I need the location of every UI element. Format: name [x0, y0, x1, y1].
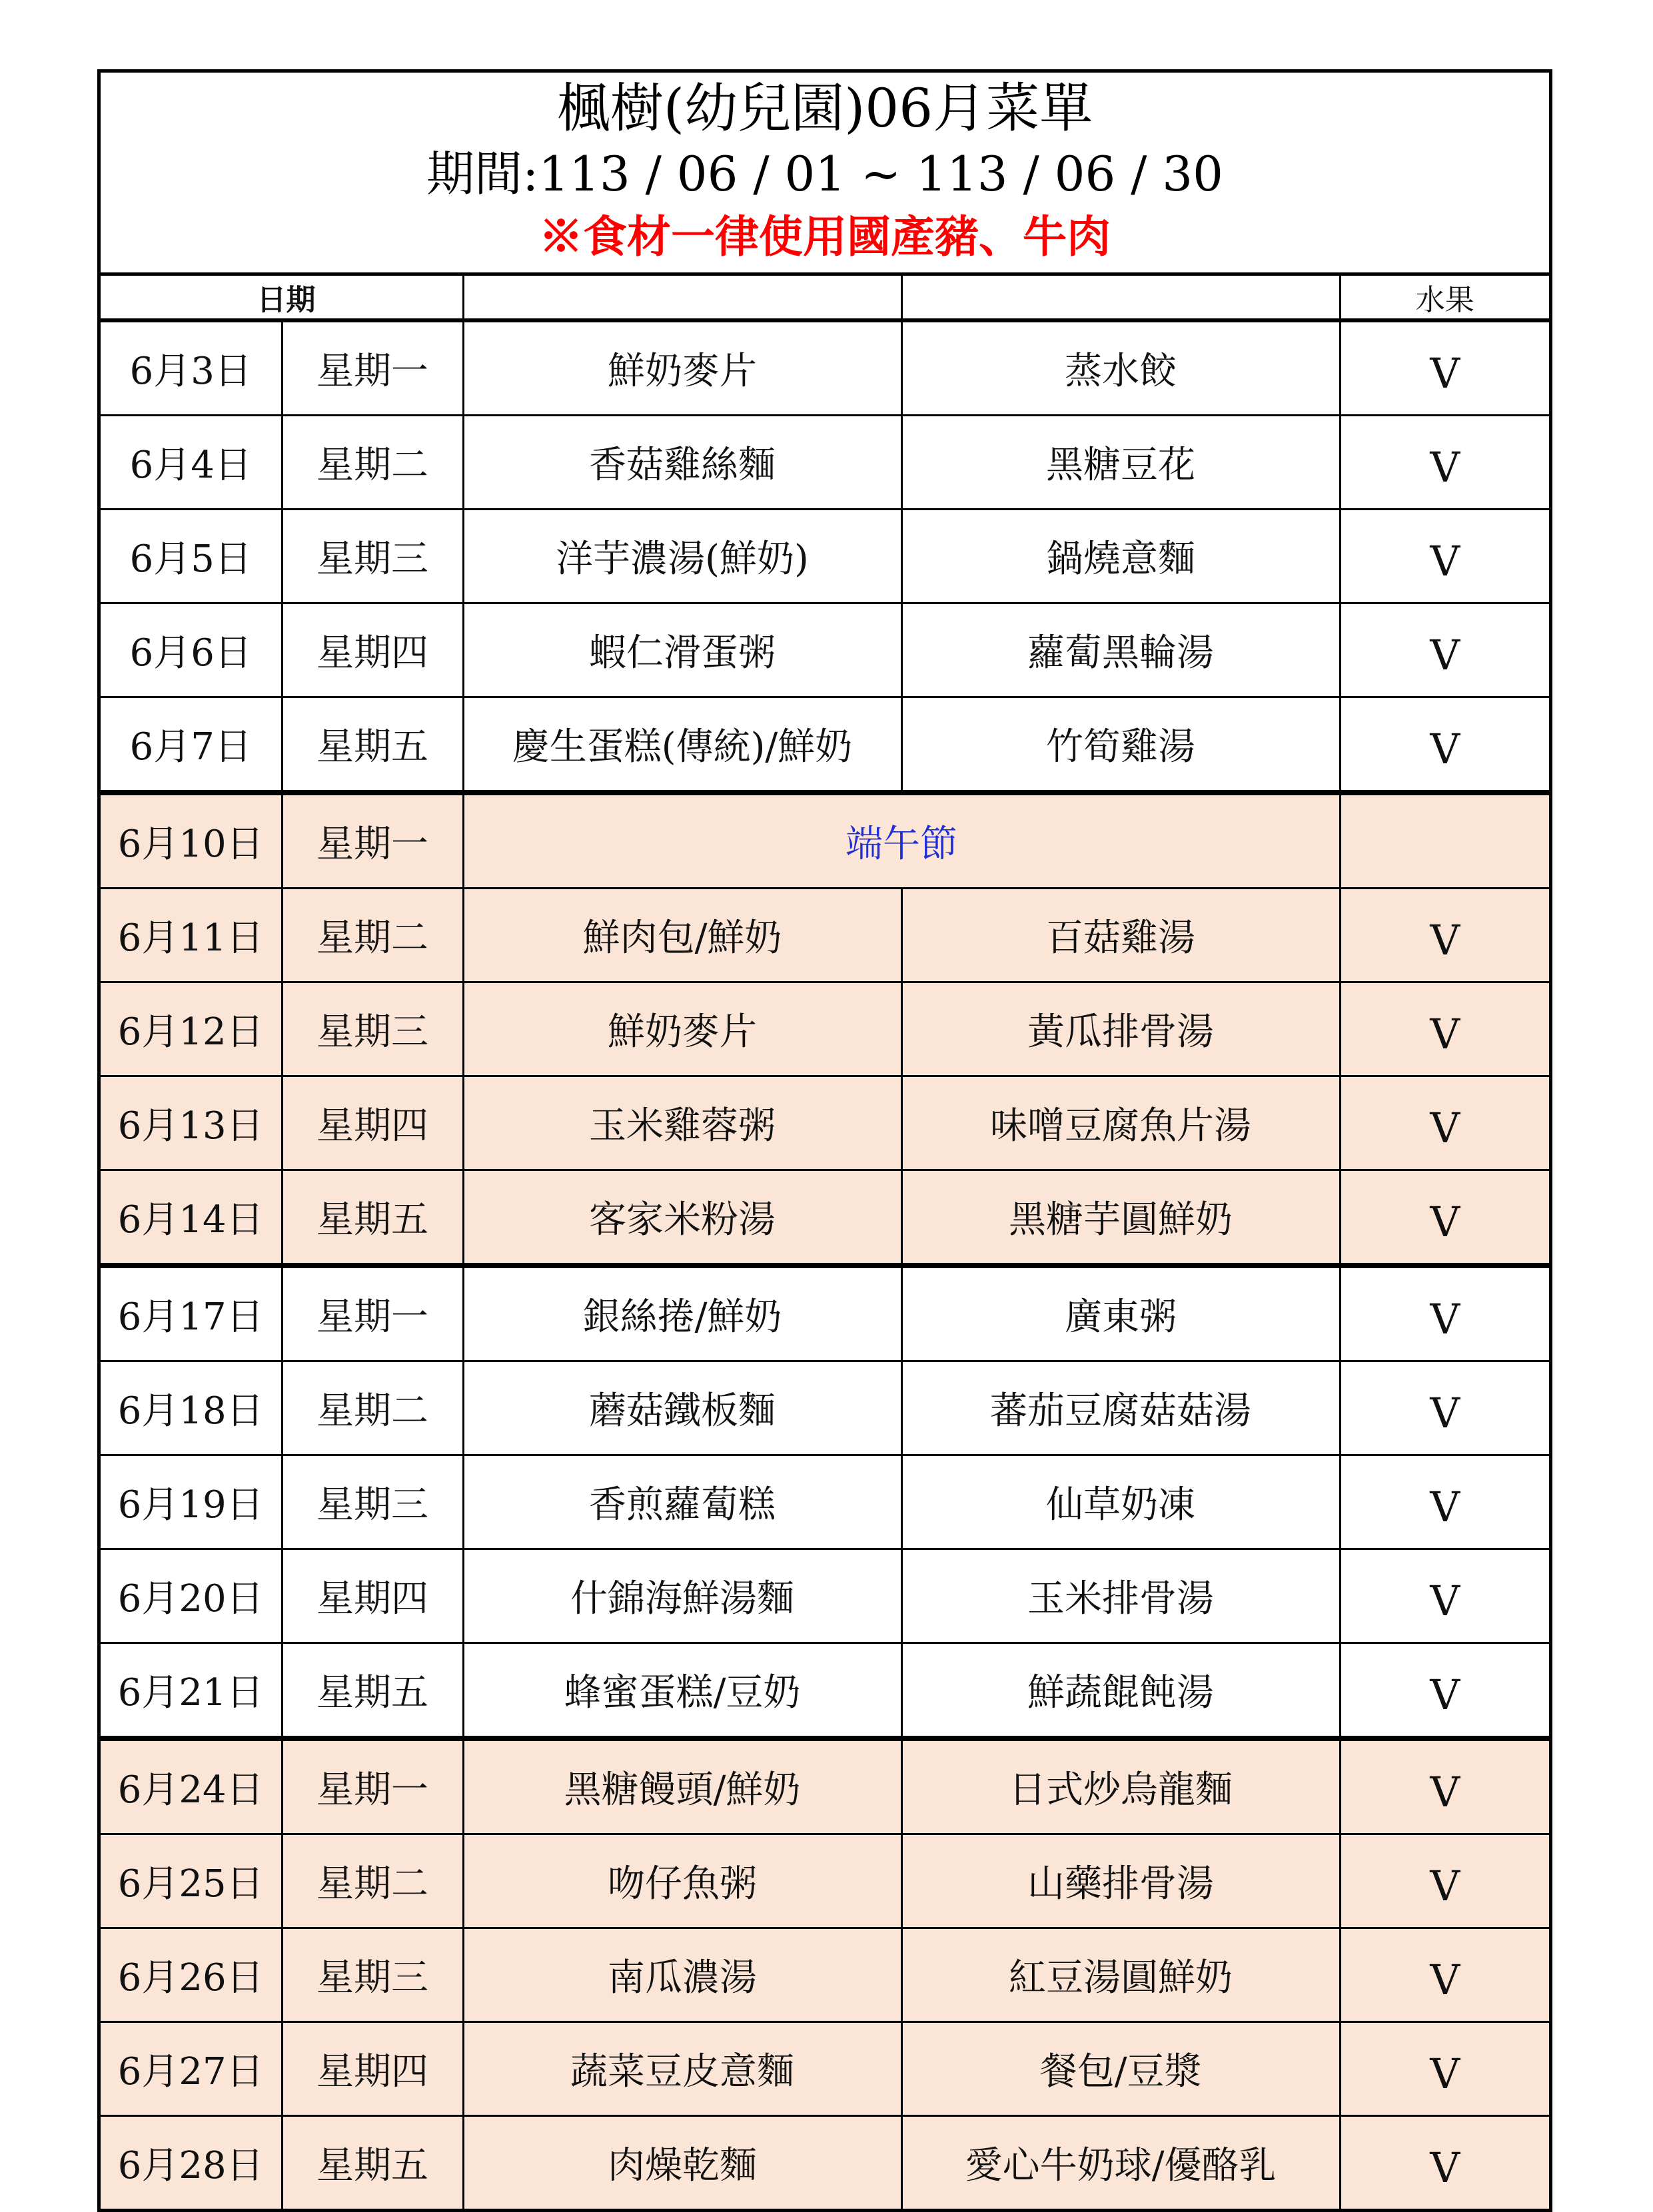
menu-header [101, 73, 1549, 276]
weekday-cell: 星期二 [282, 1361, 463, 1455]
date-cell: 6月5日 [101, 510, 282, 603]
weekday-cell: 星期四 [282, 2022, 463, 2116]
afternoon-snack-cell: 山藥排骨湯 [901, 1834, 1340, 1928]
fruit-cell: V [1340, 416, 1549, 510]
morning-snack-cell: 玉米雞蓉粥 [463, 1076, 901, 1170]
table-row [101, 510, 1549, 603]
weekday-cell: 星期二 [282, 889, 463, 982]
morning-snack-cell: 鮮奶麥片 [463, 982, 901, 1076]
ingredient-note: ※食材一律使用國產豬、牛肉 [539, 210, 1111, 262]
afternoon-snack-cell: 鮮蔬餛飩湯 [901, 1643, 1340, 1739]
morning-snack-cell: 香煎蘿蔔糕 [463, 1455, 901, 1549]
morning-column-header [463, 276, 901, 320]
fruit-cell [1340, 793, 1549, 889]
table-row [101, 416, 1549, 510]
table-row [101, 1361, 1549, 1455]
afternoon-snack-cell: 仙草奶凍 [901, 1455, 1340, 1549]
fruit-cell: V [1340, 1738, 1549, 1834]
menu-table [101, 276, 1549, 2209]
table-row [101, 1928, 1549, 2022]
date-cell: 6月14日 [101, 1170, 282, 1266]
table-row [101, 982, 1549, 1076]
date-cell: 6月3日 [101, 320, 282, 416]
table-row [101, 697, 1549, 793]
weekday-cell: 星期五 [282, 1170, 463, 1266]
weekday-cell: 星期三 [282, 510, 463, 603]
morning-snack-cell: 銀絲捲/鮮奶 [463, 1266, 901, 1361]
afternoon-snack-cell: 黃瓜排骨湯 [901, 982, 1340, 1076]
fruit-cell: V [1340, 510, 1549, 603]
afternoon-snack-cell: 蒸水餃 [901, 320, 1340, 416]
date-cell: 6月26日 [101, 1928, 282, 2022]
weekday-cell: 星期三 [282, 982, 463, 1076]
fruit-cell: V [1340, 1361, 1549, 1455]
morning-snack-cell: 黑糖饅頭/鮮奶 [463, 1738, 901, 1834]
weekday-cell: 星期二 [282, 416, 463, 510]
date-cell: 6月11日 [101, 889, 282, 982]
weekday-cell: 星期三 [282, 1455, 463, 1549]
date-cell: 6月24日 [101, 1738, 282, 1834]
weekday-cell: 星期三 [282, 1928, 463, 2022]
fruit-cell: V [1340, 320, 1549, 416]
table-row [101, 2116, 1549, 2209]
table-row [101, 1455, 1549, 1549]
morning-snack-cell: 鮮肉包/鮮奶 [463, 889, 901, 982]
date-cell: 6月25日 [101, 1834, 282, 1928]
afternoon-snack-cell: 蘿蔔黑輪湯 [901, 603, 1340, 697]
table-row [101, 603, 1549, 697]
fruit-cell: V [1340, 1455, 1549, 1549]
morning-snack-cell: 客家米粉湯 [463, 1170, 901, 1266]
date-cell: 6月20日 [101, 1549, 282, 1643]
weekday-cell: 星期一 [282, 1266, 463, 1361]
table-row [101, 1549, 1549, 1643]
afternoon-snack-cell: 玉米排骨湯 [901, 1549, 1340, 1643]
table-row [101, 1076, 1549, 1170]
date-cell: 6月13日 [101, 1076, 282, 1170]
table-row [101, 1738, 1549, 1834]
menu-period: 期間:113 / 06 / 01 ~ 113 / 06 / 30 [426, 146, 1223, 202]
afternoon-snack-cell: 廣東粥 [901, 1266, 1340, 1361]
fruit-cell: V [1340, 697, 1549, 793]
date-column-header: 日期 [101, 276, 463, 320]
afternoon-snack-cell: 蕃茄豆腐菇菇湯 [901, 1361, 1340, 1455]
morning-snack-cell: 鮮奶麥片 [463, 320, 901, 416]
weekday-cell: 星期二 [282, 1834, 463, 1928]
fruit-cell: V [1340, 1170, 1549, 1266]
morning-snack-cell: 慶生蛋糕(傳統)/鮮奶 [463, 697, 901, 793]
morning-snack-cell: 香菇雞絲麵 [463, 416, 901, 510]
date-cell: 6月10日 [101, 793, 282, 889]
afternoon-snack-cell: 黑糖芋圓鮮奶 [901, 1170, 1340, 1266]
fruit-cell: V [1340, 1266, 1549, 1361]
morning-snack-cell: 蝦仁滑蛋粥 [463, 603, 901, 697]
weekday-cell: 星期五 [282, 2116, 463, 2209]
afternoon-snack-cell: 竹筍雞湯 [901, 697, 1340, 793]
weekday-cell: 星期一 [282, 793, 463, 889]
morning-snack-cell: 什錦海鮮湯麵 [463, 1549, 901, 1643]
afternoon-snack-cell: 百菇雞湯 [901, 889, 1340, 982]
fruit-cell: V [1340, 2116, 1549, 2209]
morning-snack-cell: 南瓜濃湯 [463, 1928, 901, 2022]
fruit-cell: V [1340, 603, 1549, 697]
table-row [101, 889, 1549, 982]
date-cell: 6月27日 [101, 2022, 282, 2116]
table-row [101, 793, 1549, 889]
afternoon-column-header [901, 276, 1340, 320]
afternoon-snack-cell: 愛心牛奶球/優酪乳 [901, 2116, 1340, 2209]
fruit-cell: V [1340, 1834, 1549, 1928]
weekday-cell: 星期五 [282, 697, 463, 793]
afternoon-snack-cell: 日式炒烏龍麵 [901, 1738, 1340, 1834]
morning-snack-cell: 蘑菇鐵板麵 [463, 1361, 901, 1455]
date-cell: 6月7日 [101, 697, 282, 793]
date-cell: 6月28日 [101, 2116, 282, 2209]
morning-snack-cell: 洋芋濃湯(鮮奶) [463, 510, 901, 603]
weekday-cell: 星期四 [282, 603, 463, 697]
afternoon-snack-cell: 味噌豆腐魚片湯 [901, 1076, 1340, 1170]
fruit-cell: V [1340, 982, 1549, 1076]
fruit-column-header: 水果 [1340, 276, 1549, 320]
date-cell: 6月21日 [101, 1643, 282, 1739]
date-cell: 6月4日 [101, 416, 282, 510]
fruit-cell: V [1340, 1643, 1549, 1739]
morning-snack-cell: 蜂蜜蛋糕/豆奶 [463, 1643, 901, 1739]
morning-snack-cell: 蔬菜豆皮意麵 [463, 2022, 901, 2116]
table-row [101, 2022, 1549, 2116]
weekday-cell: 星期一 [282, 320, 463, 416]
fruit-cell: V [1340, 889, 1549, 982]
afternoon-snack-cell: 紅豆湯圓鮮奶 [901, 1928, 1340, 2022]
table-row [101, 1170, 1549, 1266]
date-cell: 6月18日 [101, 1361, 282, 1455]
afternoon-snack-cell: 黑糖豆花 [901, 416, 1340, 510]
afternoon-snack-cell: 鍋燒意麵 [901, 510, 1340, 603]
table-row [101, 1834, 1549, 1928]
table-header-row [101, 276, 1549, 320]
date-cell: 6月6日 [101, 603, 282, 697]
fruit-cell: V [1340, 1076, 1549, 1170]
date-cell: 6月19日 [101, 1455, 282, 1549]
fruit-cell: V [1340, 1928, 1549, 2022]
table-row [101, 1643, 1549, 1739]
morning-snack-cell: 肉燥乾麵 [463, 2116, 901, 2209]
afternoon-snack-cell: 餐包/豆漿 [901, 2022, 1340, 2116]
morning-snack-cell: 吻仔魚粥 [463, 1834, 901, 1928]
date-cell: 6月17日 [101, 1266, 282, 1361]
holiday-cell: 端午節 [463, 793, 1340, 889]
date-cell: 6月12日 [101, 982, 282, 1076]
table-row [101, 320, 1549, 416]
table-row [101, 1266, 1549, 1361]
weekday-cell: 星期四 [282, 1549, 463, 1643]
fruit-cell: V [1340, 1549, 1549, 1643]
menu-sheet [97, 69, 1552, 2212]
weekday-cell: 星期一 [282, 1738, 463, 1834]
menu-title: 楓樹(幼兒園)06月菜單 [556, 77, 1093, 139]
weekday-cell: 星期五 [282, 1643, 463, 1739]
fruit-cell: V [1340, 2022, 1549, 2116]
weekday-cell: 星期四 [282, 1076, 463, 1170]
